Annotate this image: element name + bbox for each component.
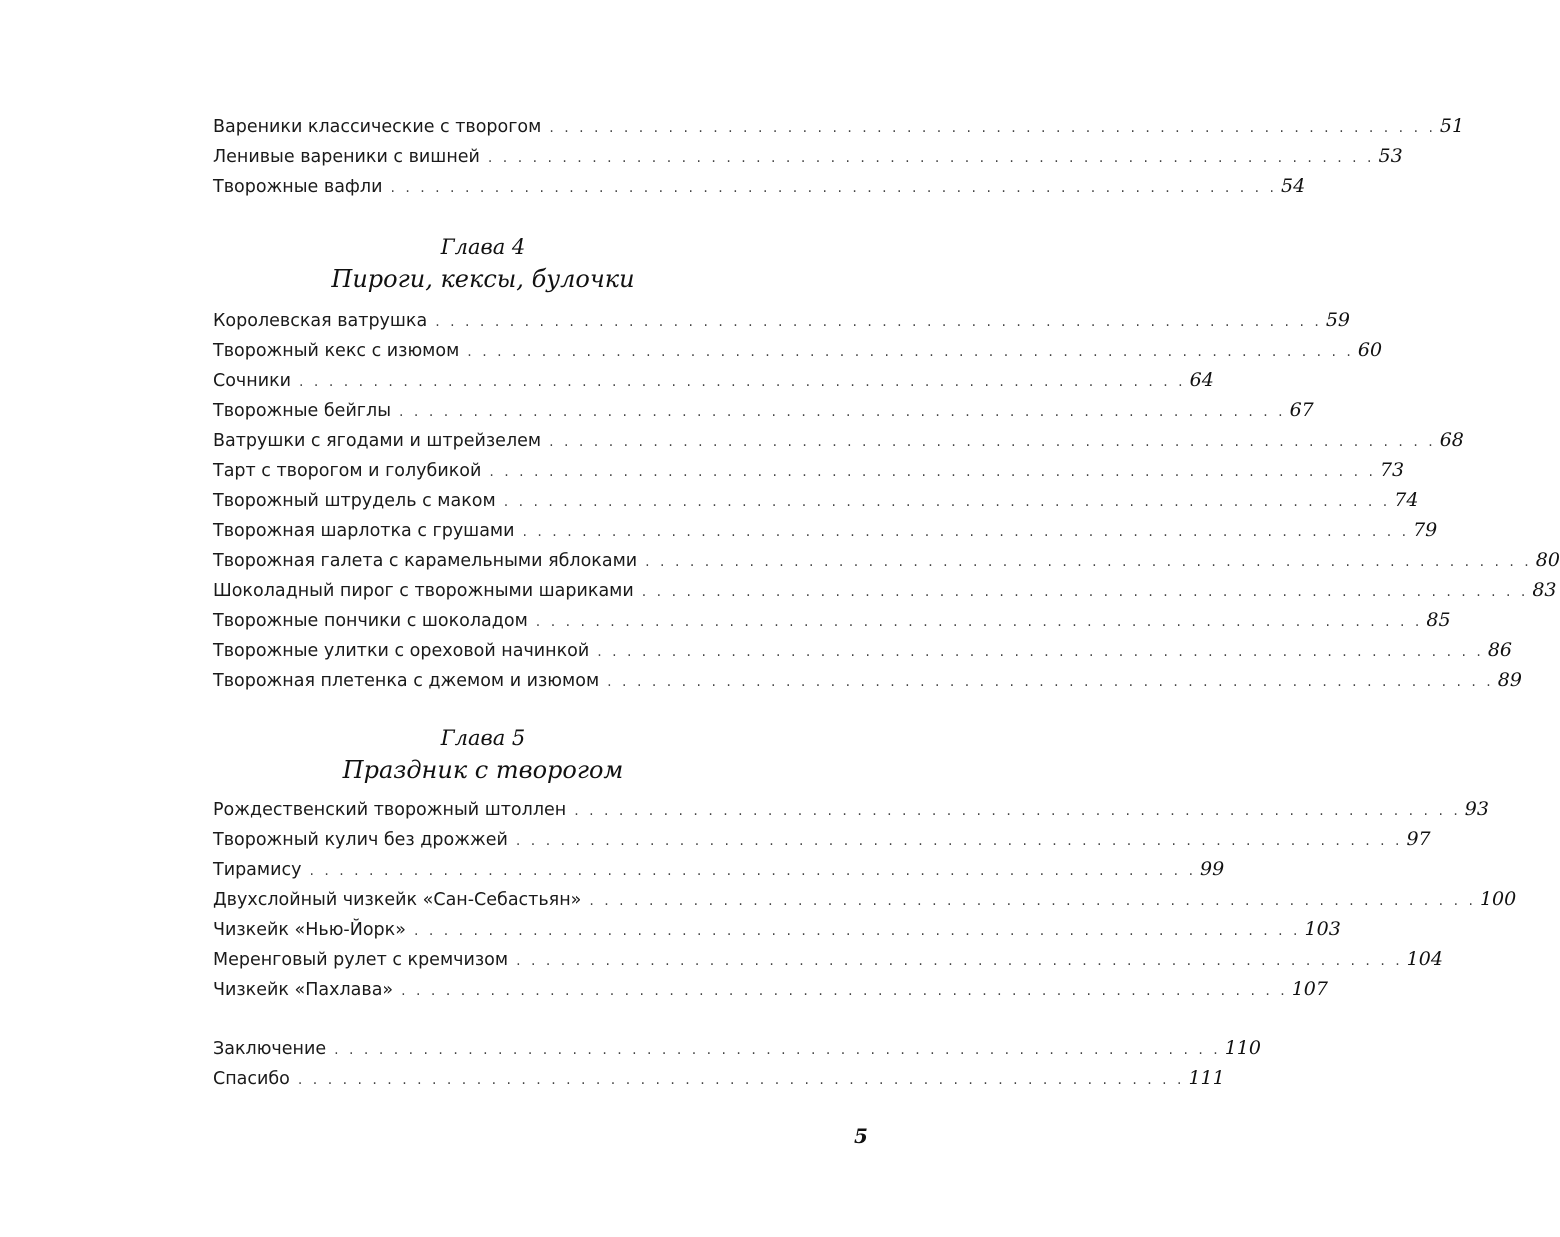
toc-entry-page: 68	[1439, 429, 1464, 451]
toc-entry[interactable]	[213, 1033, 1261, 1063]
toc-entry[interactable]	[213, 605, 1451, 635]
dot-leader: . . . . . . . . . . . . . . . . . . . . . . . . . . . . . . . . . . . . . . . . . . . . . . . . . . . . . . . . . . . .	[522, 524, 1410, 540]
toc-entry-title: Заключение	[213, 1039, 327, 1059]
toc-entry-page: 53	[1378, 145, 1403, 167]
dot-leader: . . . . . . . . . . . . . . . . . . . . . . . . . . . . . . . . . . . . . . . . . . . . . . . . . . . . . . . . . . . .	[574, 803, 1461, 819]
toc-entry[interactable]	[213, 485, 1419, 515]
toc-entry-page: 67	[1289, 399, 1314, 421]
toc-entry-page: 110	[1224, 1037, 1261, 1059]
toc-entry-page: 111	[1188, 1067, 1225, 1089]
toc-entry-title: Творожная шарлотка с грушами	[213, 521, 515, 541]
toc-section-chapter-4	[213, 305, 1560, 695]
toc-entry-title: Творожная галета с карамельными яблоками	[213, 551, 638, 571]
dot-leader: . . . . . . . . . . . . . . . . . . . . . . . . . . . . . . . . . . . . . . . . . . . . . . . . . . . . . . . . . . . .	[549, 120, 1436, 136]
toc-entry-title: Творожные улитки с ореховой начинкой	[213, 641, 590, 661]
toc-entry-title: Ватрушки с ягодами и штрейзелем	[213, 431, 542, 451]
dot-leader: . . . . . . . . . . . . . . . . . . . . . . . . . . . . . . . . . . . . . . . . . . . . . . . . . . . . . . . . . . . .	[399, 404, 1286, 420]
toc-entry-page: 79	[1413, 519, 1438, 541]
toc-entry[interactable]	[213, 111, 1465, 141]
toc-entry-title: Ленивые вареники с вишней	[213, 147, 480, 167]
toc-section-continuation	[213, 111, 1465, 201]
toc-entry[interactable]	[213, 944, 1443, 974]
toc-entry[interactable]	[213, 335, 1383, 365]
toc-entry-title: Творожная плетенка с джемом и изюмом	[213, 671, 600, 691]
dot-leader: . . . . . . . . . . . . . . . . . . . . . . . . . . . . . . . . . . . . . . . . . . . . . . . . . . . . . . . . . . . .	[549, 434, 1436, 450]
toc-entry-page: 107	[1291, 978, 1328, 1000]
toc-entry-title: Творожный кекс с изюмом	[213, 341, 460, 361]
toc-entry[interactable]	[213, 1063, 1225, 1093]
toc-entry-title: Рождественский творожный штоллен	[213, 800, 567, 820]
toc-entry-page: 89	[1497, 669, 1522, 691]
dot-leader: . . . . . . . . . . . . . . . . . . . . . . . . . . . . . . . . . . . . . . . . . . . . . . . . . . . . . . . . . . . .	[589, 893, 1476, 909]
toc-entry[interactable]	[213, 884, 1517, 914]
toc-entry[interactable]	[213, 665, 1522, 695]
toc-entry-page: 54	[1281, 175, 1306, 197]
dot-leader: . . . . . . . . . . . . . . . . . . . . . . . . . . . . . . . . . . . . . . . . . . . . . . . . . . . . . . . . . . . .	[401, 983, 1288, 999]
toc-entry[interactable]	[213, 141, 1403, 171]
chapter-title: Пироги, кексы, булочки	[331, 265, 635, 293]
toc-entry-title: Творожный кулич без дрожжей	[213, 830, 508, 850]
toc-entry[interactable]	[213, 794, 1489, 824]
toc-entry-title: Тирамису	[213, 860, 302, 880]
toc-entry[interactable]	[213, 545, 1560, 575]
toc-entry-page: 93	[1464, 798, 1489, 820]
toc-entry[interactable]	[213, 305, 1350, 335]
chapter-5-heading	[213, 723, 753, 787]
dot-leader: . . . . . . . . . . . . . . . . . . . . . . . . . . . . . . . . . . . . . . . . . . . . . . . . . . . . . . . . . . . .	[334, 1042, 1221, 1058]
dot-leader: . . . . . . . . . . . . . . . . . . . . . . . . . . . . . . . . . . . . . . . . . . . . . . . . . . . . . . . . . . . .	[641, 584, 1529, 600]
dot-leader: . . . . . . . . . . . . . . . . . . . . . . . . . . . . . . . . . . . . . . . . . . . . . . . . . . . . . . . . . . . .	[413, 923, 1301, 939]
dot-leader: . . . . . . . . . . . . . . . . . . . . . . . . . . . . . . . . . . . . . . . . . . . . . . . . . . . . . . . . . . . .	[503, 494, 1391, 510]
toc-entry[interactable]	[213, 914, 1341, 944]
toc-entry-page: 64	[1189, 369, 1214, 391]
toc-entry-title: Тарт с творогом и голубикой	[213, 461, 482, 481]
dot-leader: . . . . . . . . . . . . . . . . . . . . . . . . . . . . . . . . . . . . . . . . . . . . . . . . . . . . . . . . . . . .	[309, 863, 1197, 879]
toc-entry-page: 86	[1487, 639, 1513, 661]
toc-entry-title: Королевская ватрушка	[213, 311, 428, 331]
dot-leader: . . . . . . . . . . . . . . . . . . . . . . . . . . . . . . . . . . . . . . . . . . . . . . . . . . . . . . . . . . . .	[515, 833, 1403, 849]
chapter-4-heading	[213, 232, 753, 296]
toc-entry-title: Спасибо	[213, 1069, 290, 1089]
chapter-title: Праздник с творогом	[342, 756, 624, 784]
toc-entry-page: 51	[1439, 115, 1465, 137]
toc-entry-title: Чизкейк «Пахлава»	[213, 980, 394, 1000]
toc-entry[interactable]	[213, 395, 1314, 425]
dot-leader: . . . . . . . . . . . . . . . . . . . . . . . . . . . . . . . . . . . . . . . . . . . . . . . . . . . . . . . . . . . .	[435, 314, 1322, 330]
toc-entry-page: 83	[1532, 579, 1557, 601]
toc-entry-title: Шоколадный пирог с творожными шариками	[213, 581, 634, 601]
dot-leader: . . . . . . . . . . . . . . . . . . . . . . . . . . . . . . . . . . . . . . . . . . . . . . . . . . . . . . . . . . . .	[516, 953, 1403, 969]
dot-leader: . . . . . . . . . . . . . . . . . . . . . . . . . . . . . . . . . . . . . . . . . . . . . . . . . . . . . . . . . . . .	[390, 180, 1278, 196]
toc-entry-page: 104	[1406, 948, 1443, 970]
toc-entry-page: 85	[1426, 609, 1451, 631]
dot-leader: . . . . . . . . . . . . . . . . . . . . . . . . . . . . . . . . . . . . . . . . . . . . . . . . . . . . . . . . . . . .	[297, 1072, 1185, 1088]
toc-entry-title: Творожные бейглы	[213, 401, 392, 421]
toc-entry[interactable]	[213, 974, 1328, 1004]
toc-entry-page: 80	[1535, 549, 1560, 571]
toc-entry[interactable]	[213, 854, 1225, 884]
toc-entry-title: Сочники	[213, 371, 292, 391]
toc-entry[interactable]	[213, 635, 1513, 665]
dot-leader: . . . . . . . . . . . . . . . . . . . . . . . . . . . . . . . . . . . . . . . . . . . . . . . . . . . . . . . . . . . .	[535, 614, 1423, 630]
dot-leader: . . . . . . . . . . . . . . . . . . . . . . . . . . . . . . . . . . . . . . . . . . . . . . . . . . . . . . . . . . . .	[487, 150, 1375, 166]
toc-entry-page: 99	[1200, 858, 1225, 880]
toc-entry-title: Вареники классические с творогом	[213, 117, 542, 137]
toc-entry-title: Меренговый рулет с кремчизом	[213, 950, 509, 970]
dot-leader: . . . . . . . . . . . . . . . . . . . . . . . . . . . . . . . . . . . . . . . . . . . . . . . . . . . . . . . . . . . .	[597, 644, 1484, 660]
toc-entry-page: 100	[1479, 888, 1517, 910]
dot-leader: . . . . . . . . . . . . . . . . . . . . . . . . . . . . . . . . . . . . . . . . . . . . . . . . . . . . . . . . . . . .	[489, 464, 1376, 480]
toc-entry-title: Двухслойный чизкейк «Сан-Себастьян»	[213, 890, 582, 910]
page-number: 5	[854, 1124, 868, 1148]
toc-entry[interactable]	[213, 365, 1214, 395]
toc-entry-title: Творожные вафли	[213, 177, 383, 197]
toc-entry-title: Творожные пончики с шоколадом	[213, 611, 528, 631]
dot-leader: . . . . . . . . . . . . . . . . . . . . . . . . . . . . . . . . . . . . . . . . . . . . . . . . . . . . . . . . . . . .	[467, 344, 1354, 360]
dot-leader: . . . . . . . . . . . . . . . . . . . . . . . . . . . . . . . . . . . . . . . . . . . . . . . . . . . . . . . . . . . .	[607, 674, 1494, 690]
toc-entry-title: Творожный штрудель с маком	[213, 491, 496, 511]
toc-entry-page: 97	[1406, 828, 1431, 850]
toc-entry-page: 74	[1394, 489, 1419, 511]
toc-entry[interactable]	[213, 575, 1557, 605]
toc-entry-page: 60	[1357, 339, 1383, 361]
toc-entry[interactable]	[213, 824, 1431, 854]
toc-entry-title: Чизкейк «Нью-Йорк»	[213, 920, 406, 940]
toc-section-chapter-5	[213, 794, 1517, 1004]
toc-entry-page: 59	[1325, 309, 1350, 331]
toc-entry[interactable]	[213, 455, 1405, 485]
dot-leader: . . . . . . . . . . . . . . . . . . . . . . . . . . . . . . . . . . . . . . . . . . . . . . . . . . . . . . . . . . . .	[645, 554, 1532, 570]
toc-entry-page: 103	[1304, 918, 1341, 940]
toc-entry[interactable]	[213, 425, 1464, 455]
toc-entry[interactable]	[213, 515, 1438, 545]
toc-entry-page: 73	[1379, 459, 1405, 481]
chapter-label: Глава 5	[440, 726, 526, 750]
toc-entry[interactable]	[213, 171, 1306, 201]
chapter-label: Глава 4	[440, 235, 526, 259]
toc-section-closing	[213, 1033, 1261, 1093]
dot-leader: . . . . . . . . . . . . . . . . . . . . . . . . . . . . . . . . . . . . . . . . . . . . . . . . . . . . . . . . . . . .	[299, 374, 1186, 390]
